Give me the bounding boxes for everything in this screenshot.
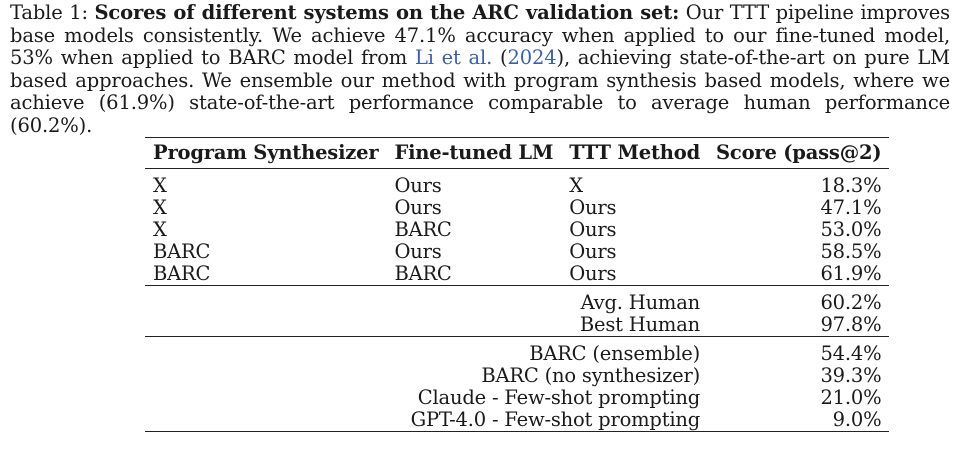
caption-title: Scores of different systems on the ARC validation set: xyxy=(94,1,680,24)
cell-human-label: Avg. Human xyxy=(580,291,701,314)
header-ttt-method: TTT Method xyxy=(569,141,701,164)
cell-baseline-score: 54.4% xyxy=(820,342,882,365)
cell-synthesizer: X xyxy=(153,218,167,241)
caption-text-1: Our TTT pipeline improves base models consistently. We achieve 47.1% accuracy when applied to our fine-tuned model, 53% when applied to BARC model from xyxy=(10,1,950,70)
table-row-baseline xyxy=(145,387,889,409)
cell-fine-tuned-lm: Ours xyxy=(394,174,442,197)
table-row-baseline xyxy=(145,409,889,432)
caption-label: Table 1: xyxy=(10,1,88,24)
cell-human-label: Best Human xyxy=(579,313,701,336)
cell-ttt-method: Ours xyxy=(569,196,617,219)
cell-baseline-label: Claude - Few-shot prompting xyxy=(417,386,701,409)
results-table xyxy=(145,137,889,432)
cell-baseline-label: BARC (no synthesizer) xyxy=(481,364,701,387)
cell-baseline-score: 21.0% xyxy=(820,386,882,409)
cell-baseline-label: BARC (ensemble) xyxy=(529,342,701,365)
table-row xyxy=(145,169,889,198)
cell-fine-tuned-lm: Ours xyxy=(394,196,442,219)
cell-human-score: 60.2% xyxy=(820,291,882,314)
table-row xyxy=(145,241,889,263)
table-row-human xyxy=(145,314,889,337)
cell-baseline-score: 39.3% xyxy=(820,364,882,387)
header-fine-tuned-lm: Fine-tuned LM xyxy=(394,141,554,164)
table-row xyxy=(145,197,889,219)
table-caption xyxy=(10,2,950,138)
header-program-synthesizer: Program Synthesizer xyxy=(153,141,379,164)
table-row-human xyxy=(145,286,889,315)
cell-fine-tuned-lm: Ours xyxy=(394,240,442,263)
cell-ttt-method: Ours xyxy=(569,240,617,263)
header-score: Score (pass@2) xyxy=(716,141,882,164)
cell-ttt-method: Ours xyxy=(569,218,617,241)
cell-synthesizer: BARC xyxy=(153,240,211,263)
cell-synthesizer: X xyxy=(153,174,167,197)
cell-score: 18.3% xyxy=(820,174,882,197)
caption-text-2: , achieving state-of-the-art on pure LM based approaches. We ensemble our method with program synthesis based models, where we achieve (61.9%) state-of-the-art performance comparable to average human performance (60.2%). xyxy=(10,46,950,137)
cell-score: 53.0% xyxy=(820,218,882,241)
citation-authors-link[interactable]: Li et al. xyxy=(414,46,493,70)
table-row-baseline xyxy=(145,365,889,387)
cell-synthesizer: BARC xyxy=(153,262,211,285)
cell-fine-tuned-lm: BARC xyxy=(394,262,452,285)
cell-fine-tuned-lm: BARC xyxy=(394,218,452,241)
table-row xyxy=(145,219,889,241)
cell-human-score-best: 97.8% xyxy=(820,313,882,336)
table-row-baseline xyxy=(145,337,889,366)
cell-baseline-label: GPT-4.0 - Few-shot prompting xyxy=(410,408,701,431)
citation-close-paren: ) xyxy=(556,46,564,70)
cell-ttt-method: X xyxy=(569,174,583,197)
table-header-row xyxy=(145,138,889,169)
cell-score: 58.5% xyxy=(820,240,882,263)
citation-year-link[interactable]: 2024 xyxy=(507,46,557,70)
cell-baseline-score: 9.0% xyxy=(832,408,882,431)
cell-synthesizer: X xyxy=(153,196,167,219)
cell-score: 47.1% xyxy=(820,196,882,219)
table-row xyxy=(145,263,889,286)
cell-score-best: 61.9% xyxy=(820,262,882,285)
citation-open-paren: ( xyxy=(499,46,508,70)
cell-ttt-method: Ours xyxy=(569,262,617,285)
